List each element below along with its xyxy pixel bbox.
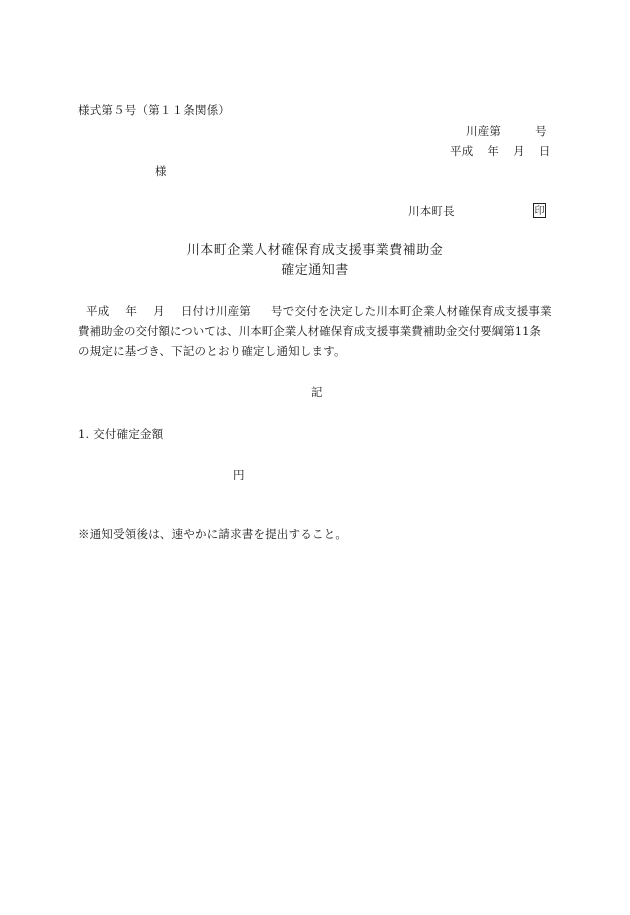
footnote: ※通知受領後は、速やかに請求書を提出すること。: [78, 527, 348, 541]
issue-date-era: 平成: [450, 144, 474, 158]
body-year-unit: 年: [125, 304, 138, 318]
item-grant-amount-label: 1. 交付確定金額: [78, 427, 164, 441]
body-line1-rest: 号で交付を決定した川本町企業人材確保育成支援事業: [271, 304, 552, 318]
issue-date-month-unit: 月: [513, 144, 525, 158]
addressee-honorific: 様: [155, 164, 167, 178]
record-mark: 記: [311, 385, 323, 399]
form-number: 様式第５号（第１１条関係）: [78, 103, 231, 117]
issuer-title: 川本町長: [408, 204, 455, 218]
currency-unit: 円: [233, 468, 245, 482]
body-era: 平成: [86, 304, 110, 318]
body-line-2: 費補助金の交付額については、川本町企業人材確保育成支援事業費補助金交付要綱第11条: [78, 324, 541, 338]
issue-date-year-unit: 年: [487, 144, 500, 158]
body-line-3: の規定に基づき、下記のとおり確定し通知します。: [78, 344, 346, 358]
reference-suffix: 号: [535, 124, 547, 138]
document-title-line2: 確定通知書: [281, 263, 349, 278]
body-date-ref: 日付け川産第: [180, 304, 252, 318]
reference-prefix: 川産第: [466, 124, 502, 138]
seal-stamp: 印: [533, 203, 546, 218]
document-title-line1: 川本町企業人材確保育成支援事業費補助金: [186, 243, 444, 258]
issue-date: [450, 144, 551, 158]
body-month-unit: 月: [153, 304, 165, 318]
issue-date-day-unit: 日: [538, 144, 551, 158]
body-line-1: [86, 304, 552, 318]
reference-number: [466, 124, 547, 138]
